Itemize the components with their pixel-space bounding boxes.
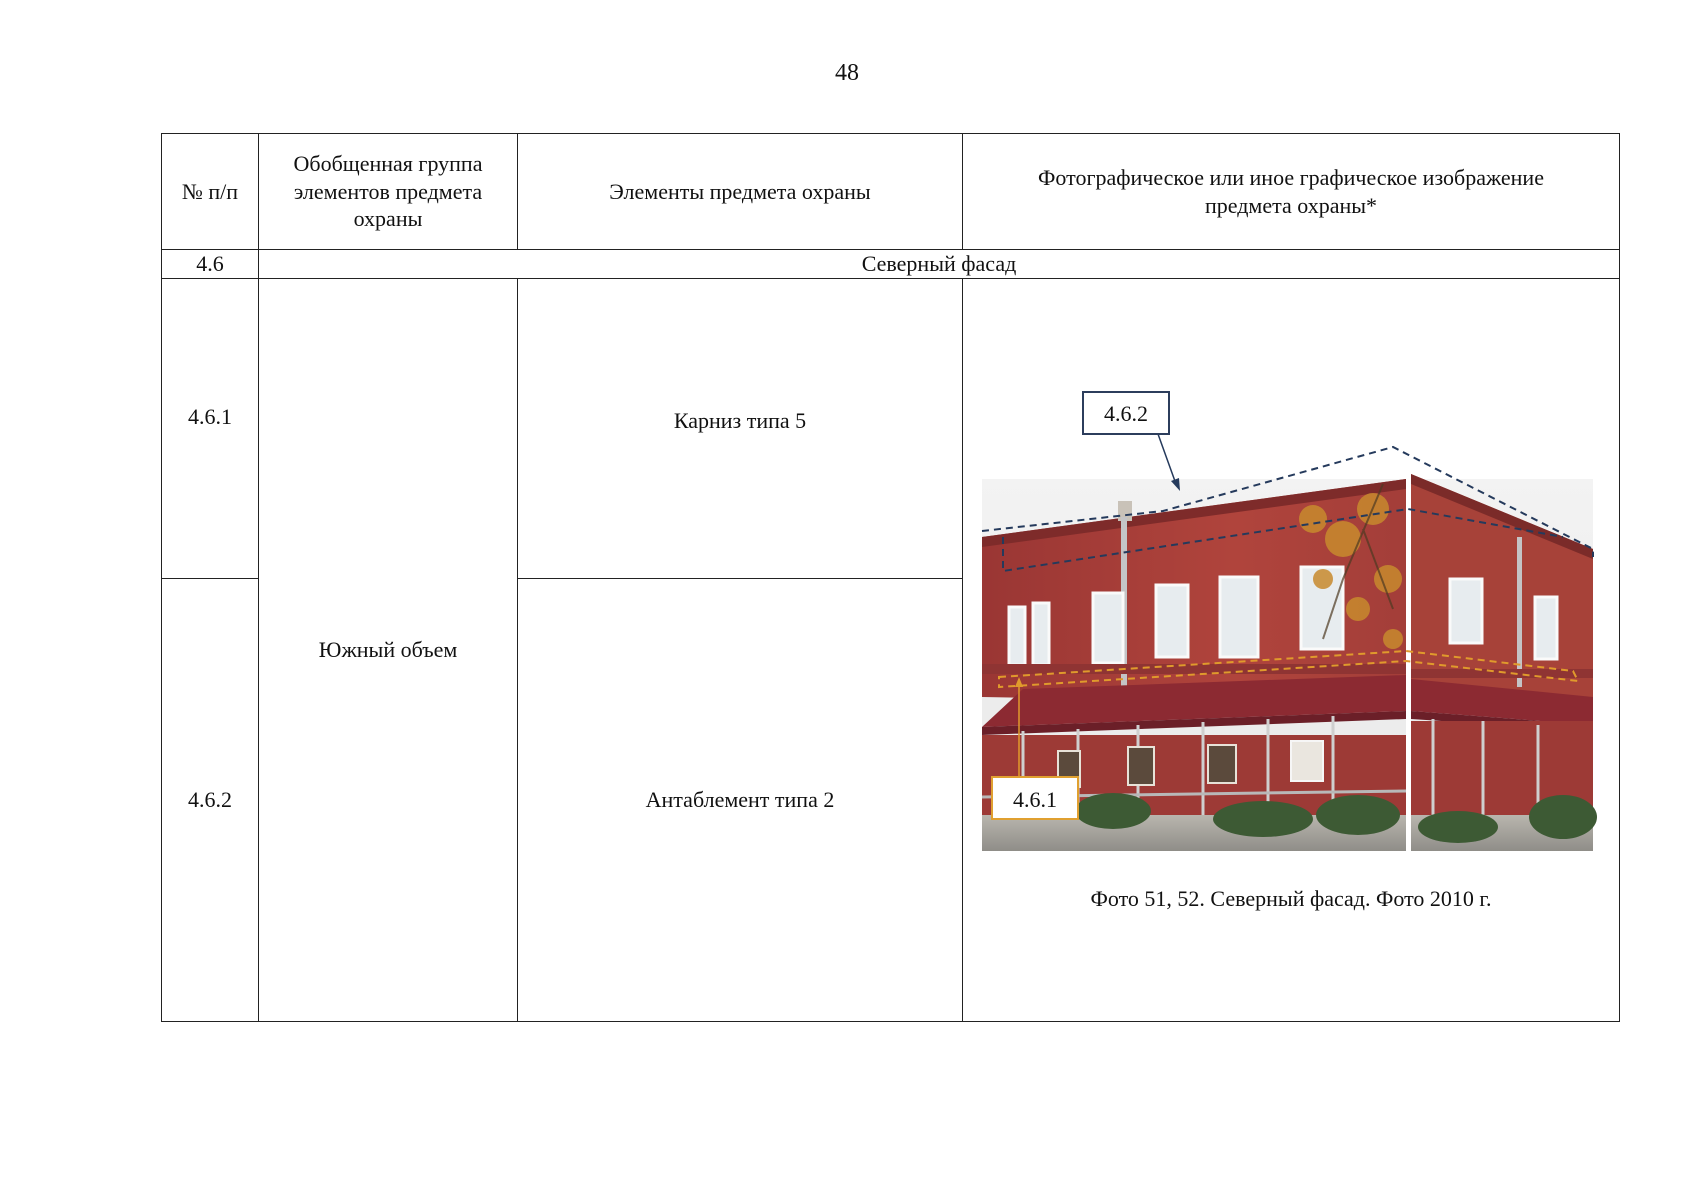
- callout-bottom-label: 4.6.1: [1013, 786, 1057, 812]
- table-row: [162, 278, 1620, 578]
- photo-cell: [963, 278, 1620, 1021]
- section-row: [162, 250, 1620, 279]
- row-element-2: Антаблемент типа 2: [518, 578, 963, 1021]
- group-value: Южный объем: [259, 278, 518, 1021]
- heritage-elements-table: [161, 133, 1620, 1022]
- row-element-1: Карниз типа 5: [518, 278, 963, 578]
- page-number: 48: [835, 60, 859, 86]
- header-num: № п/п: [162, 134, 259, 250]
- photo-caption: Фото 51, 52. Северный фасад. Фото 2010 г.: [1090, 885, 1492, 911]
- row-number-2: 4.6.2: [162, 578, 259, 1021]
- table-header-row: [162, 134, 1620, 250]
- callout-top-label: 4.6.2: [1104, 400, 1148, 426]
- header-elements: Элементы предмета охраны: [518, 134, 963, 250]
- section-number: 4.6: [162, 250, 259, 279]
- row-number-1: 4.6.1: [162, 278, 259, 578]
- header-image: Фотографическое или иное графическое изображение предмета охраны*: [963, 134, 1620, 250]
- section-title: Северный фасад: [259, 250, 1620, 279]
- header-group: Обобщенная группа элементов предмета охраны: [259, 134, 518, 250]
